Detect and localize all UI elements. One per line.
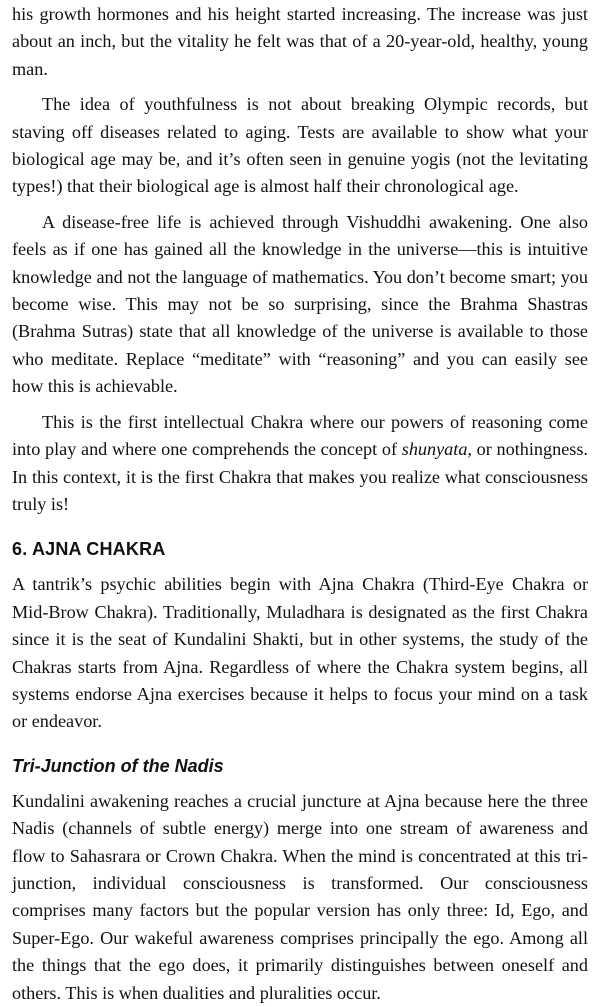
book-page	[12, 0, 588, 1007]
section-heading: 6. AJNA CHAKRA	[12, 539, 166, 560]
tri-junction-paragraph: Kundalini awakening reaches a crucial juncture at Ajna because here the three Nadis (channels of subtle energy) merge into one stream of awareness and flow to Sahasrara or Crown Chakra. When the mind is concentrated at this tri-junction, individual consciousness is transformed. Our consciousness comprises many factors but the popular version has only three: Id, Ego, and Super-Ego. Our wakeful awareness comprises principally the ego. Among all the things that the ego does, it primarily distinguishes between oneself and others. This is when dualities and pluralities occur.	[12, 790, 588, 1003]
subsection-heading: Tri-Junction of the Nadis	[12, 755, 224, 776]
paragraph-text: or nothingness. In this context, it is the first Chakra that makes you realize what consciousness truly is!	[12, 439, 588, 514]
youthfulness-paragraph: The idea of youthfulness is not about breaking Olympic records, but staving off diseases related to aging. Tests are available to show what your biological age may be, and it’s often seen in genuine yogis (not the levitating types!) that their biological age is almost half their chronological age.	[12, 94, 588, 197]
vishuddhi-paragraph: A disease-free life is achieved through Vishuddhi awakening. One also feels as if one has gained all the knowledge in the universe—this is intuitive knowledge and not the language of mathematics. You don’t become smart; you become wise. This may not be so surprising, since the Brahma Shastras (Brahma Sutras) state that all knowledge of the universe is available to those who meditate. Replace “meditate” with “reasoning” and you can easily see how this is achievable.	[12, 211, 588, 397]
intellectual-chakra-paragraph	[12, 409, 588, 519]
shunyata-term: shunyata,	[401, 439, 472, 460]
paragraph-text: This is the first intellectual Chakra where our powers of reasoning come into play and where one comprehends the concept of	[12, 411, 588, 460]
continuation-paragraph: his growth hormones and his height started increasing. The increase was just about an inch, but the vitality he felt was that of a 20-year-old, healthy, young man.	[12, 4, 588, 79]
ajna-intro-paragraph: A tantrik’s psychic abilities begin with Ajna Chakra (Third-Eye Chakra or Mid-Brow Chakra). Traditionally, Muladhara is designated as the first Chakra since it is the seat of Kundalini Shakti, but in other systems, the study of the Chakras starts from Ajna. Regardless of where the Chakra system begins, all systems endorse Ajna exercises because it helps to focus your mind on a task or endeavor.	[12, 574, 588, 732]
